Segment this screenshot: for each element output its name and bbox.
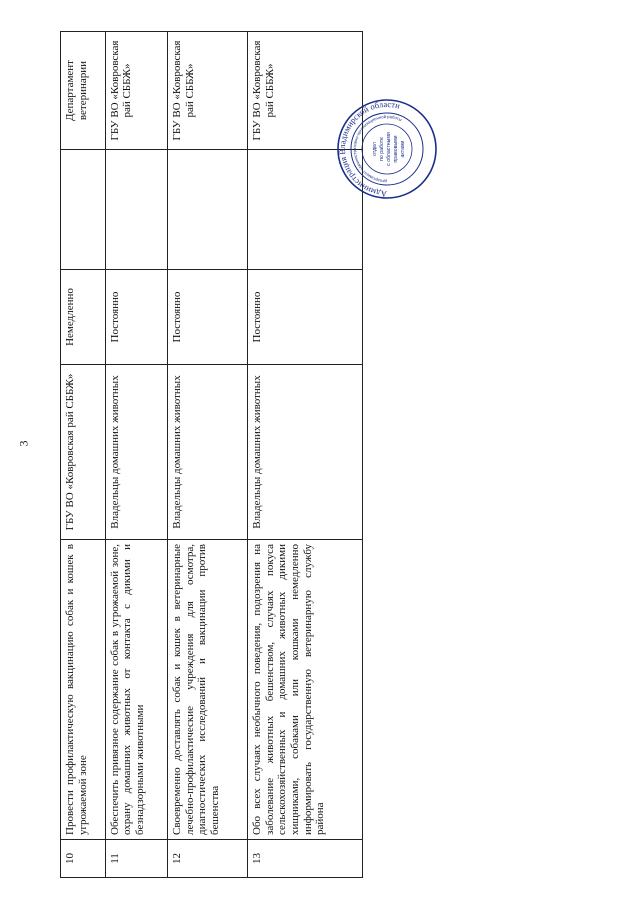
row-task: Обо всех случаях необычного поведения, подозрения на заболевание животных бешенством, случаях покуса сельскохозяйственных и домашних животных дикими хищниками, собаками или кошками немедленно информировать государственную ветеринарную службу района: [248, 540, 363, 840]
row-executor: Владельцы домашних животных: [105, 365, 167, 540]
row-number: 10: [61, 840, 106, 878]
measures-table-container: [60, 32, 363, 878]
rotated-table: [60, 32, 363, 878]
measures-table: [60, 31, 363, 878]
row-number: 13: [248, 840, 363, 878]
row-number: 12: [168, 840, 248, 878]
table-row: [168, 32, 248, 878]
stamp-center-line-5: актами: [400, 140, 406, 158]
row-controller: ГБУ ВО «Ковровская рай СББЖ»: [248, 32, 363, 150]
row-deadline: Постоянно: [105, 270, 167, 365]
row-responsible: [105, 150, 167, 270]
row-executor: Владельцы домашних животных: [168, 365, 248, 540]
row-controller: ГБУ ВО «Ковровская рай СББЖ»: [105, 32, 167, 150]
row-task: Обеспечить привязное содержание собак в угрожаемой зоне, охрану домашних животных от контакта с дикими и безнадзорными животными: [105, 540, 167, 840]
row-task: Своевременно доставлять собак и кошек в ветеринарные лечебно-профилактические учреждения для осмотра, диагностических исследований и вакцинации против бешенства: [168, 540, 248, 840]
row-deadline: Немедленно: [61, 270, 106, 365]
row-responsible: [168, 150, 248, 270]
row-task: Провести профилактическую вакцинацию собак и кошек в угрожаемой зоне: [61, 540, 106, 840]
official-stamp: [336, 98, 438, 200]
stamp-center-line-4: правовыми: [393, 135, 399, 163]
row-executor: ГБУ ВО «Ковровская рай СББЖ»: [61, 365, 106, 540]
row-controller: ГБУ ВО «Ковровская рай СББЖ»: [168, 32, 248, 150]
stamp-center-line-3: с областными: [386, 132, 392, 166]
stamp-outer-text: Администрация Владимирской области: [336, 98, 402, 200]
table-row: [105, 32, 167, 878]
stamp-inner-text: департамент административно-организационной работы: [351, 113, 403, 185]
row-responsible: [61, 150, 106, 270]
row-deadline: Постоянно: [168, 270, 248, 365]
page-number: 3: [16, 440, 31, 447]
stamp-center-line-1: отдел: [372, 142, 378, 156]
row-deadline: Постоянно: [248, 270, 363, 365]
table-row: [61, 32, 106, 878]
row-executor: Владельцы домашних животных: [248, 365, 363, 540]
row-controller: Департамент ветеринарии: [61, 32, 106, 150]
stamp-seal-icon: [336, 98, 438, 200]
stamp-center-line-2: по работе: [379, 137, 385, 161]
table-body: [61, 32, 363, 878]
row-number: 11: [105, 840, 167, 878]
